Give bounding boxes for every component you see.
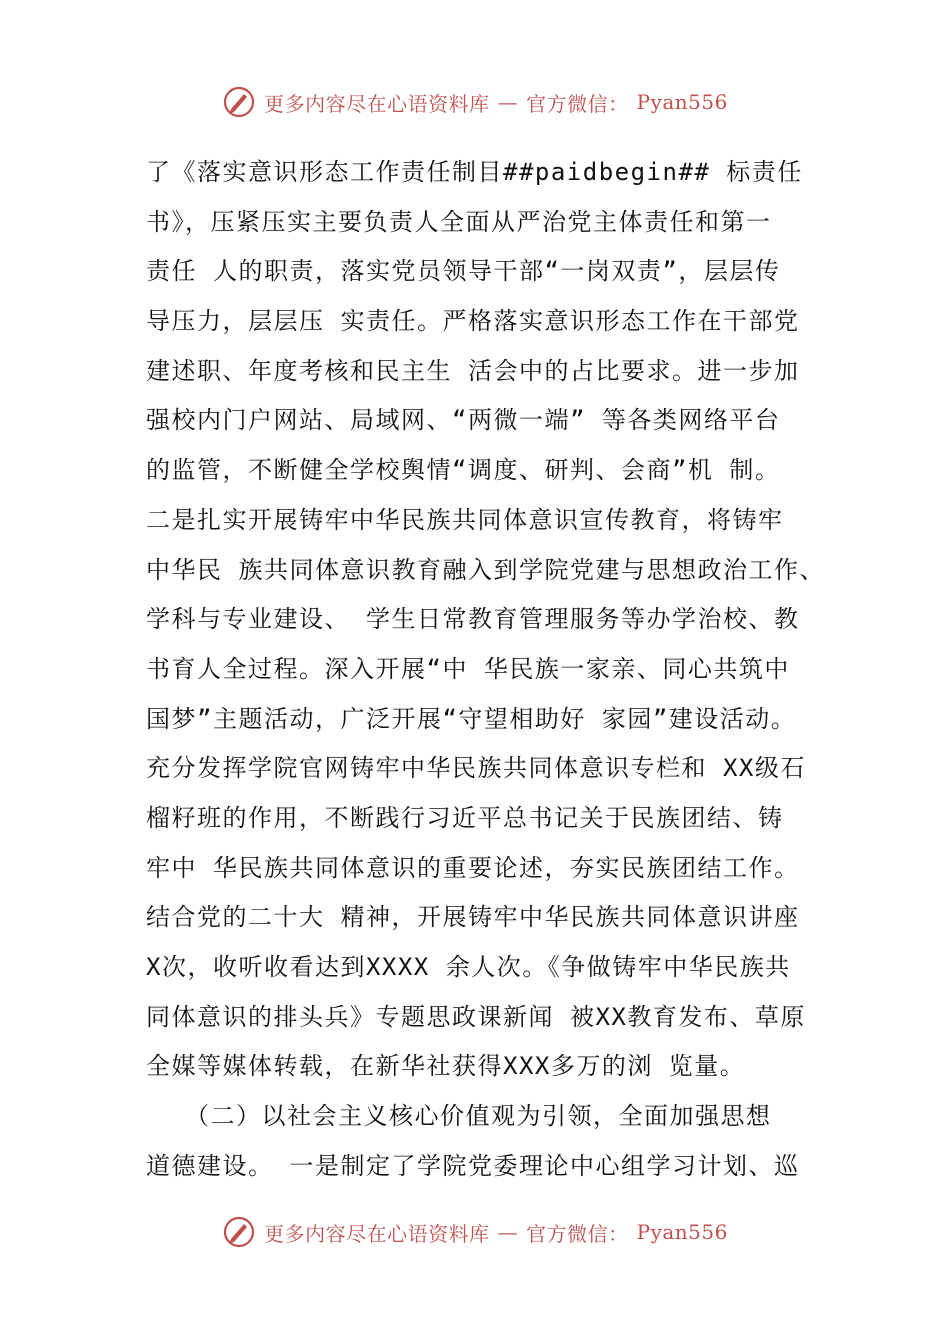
banner-main-text: 更多内容尽在心语资料库 [264,1221,490,1246]
text-line: 充分发挥学院官网铸牢中华民族共同体意识专栏和 XX级石 [146,754,806,783]
banner-wechat-label: 官方微信： [526,1221,629,1246]
text-line: 榴籽班的作用，不断践行习近平总书记关于民族团结、铸 [146,803,784,832]
text-line: 书育人全过程。深入开展“中 华民族一家亲、同心共筑中 [146,654,790,683]
text-line: 牢中 华民族共同体意识的重要论述，夯实民族团结工作。 [146,853,800,882]
text-line: 结合党的二十大 精神，开展铸牢中华民族共同体意识讲座 [146,903,800,932]
text-line: 二是扎实开展铸牢中华民族共同体意识宣传教育，将铸牢 [146,505,784,534]
text-line: 学科与专业建设、 学生日常教育管理服务等办学治校、教 [146,605,800,634]
banner-wechat-id: Pyan556 [636,90,728,114]
text-line: 的监管，不断健全学校舆情“调度、研判、会商”机 制。 [146,456,781,485]
text-line: 责任 人的职责，落实党员领导干部“一岗双责”，层层传 [146,257,781,286]
banner-wechat-label: 官方微信： [526,91,629,116]
banner-wechat-id: Pyan556 [636,1220,728,1244]
text-line: 书》，压紧压实主要负责人全面从严治党主体责任和第一 [146,207,772,236]
header-watermark-banner [0,82,950,122]
text-line: 中华民 族共同体意识教育融入到学院党建与思想政治工作、 [146,555,825,584]
pen-circle-logo-icon [222,1215,256,1249]
banner-main-text: 更多内容尽在心语资料库 [264,91,490,116]
pen-circle-logo-icon [222,85,256,119]
text-line: （二）以社会主义核心价值观为引领，全面加强思想 [146,1102,772,1131]
text-line: 导压力，层层压 实责任。严格落实意识形态工作在干部党 [146,307,800,336]
text-line: 建述职、年度考核和民主生 活会中的占比要求。进一步加 [146,356,800,385]
text-line: 道德建设。 一是制定了学院党委理论中心组学习计划、巡 [146,1151,800,1180]
text-line: 了《落实意识形态工作责任制目##paidbegin## 标责任 [146,158,803,186]
footer-watermark-banner [0,1212,950,1252]
text-line: 强校内门户网站、局域网、“两微一端” 等各类网络平台 [146,406,781,435]
banner-dash: — [497,90,519,114]
text-line: 全媒等媒体转载，在新华社获得XXX多万的浏 览量。 [146,1052,746,1081]
banner-dash: — [497,1220,519,1244]
text-line: 同体意识的排头兵》专题思政课新闻 被XX教育发布、草原 [146,1002,806,1031]
text-line: 国梦”主题活动，广泛开展“守望相助好 家园”建设活动。 [146,704,797,733]
text-line: X次，收听收看达到XXXX 余人次。《争做铸牢中华民族共 [146,953,791,981]
document-body [146,148,826,1191]
